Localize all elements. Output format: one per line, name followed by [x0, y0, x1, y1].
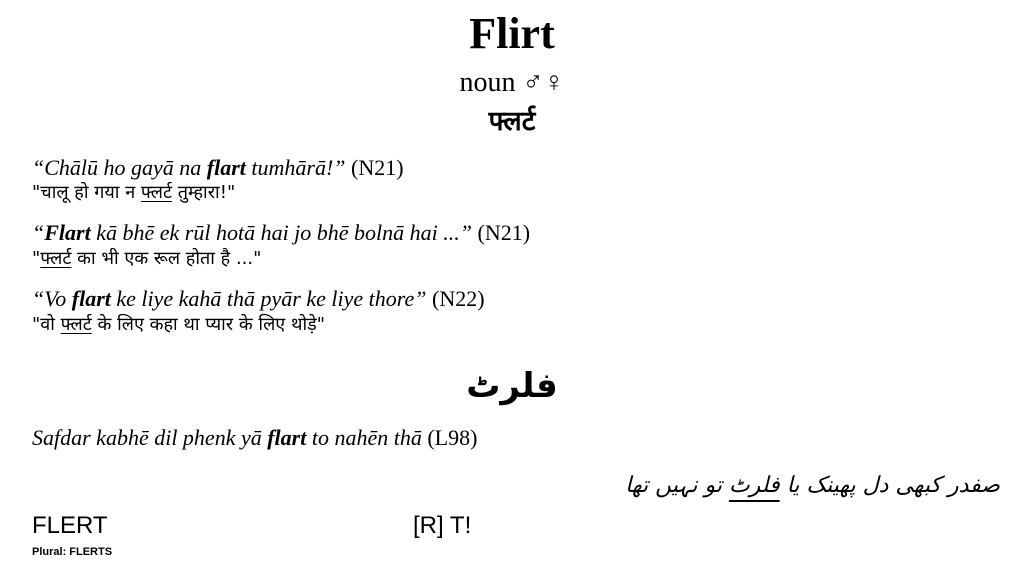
example-2-source: (N21)	[472, 220, 531, 245]
example-3-keyword: flart	[71, 286, 111, 311]
headword: Flirt	[469, 9, 555, 58]
urdu-example-transliteration: Safdar kabhē dil phenk yā flart to nahēn thā (L98)	[32, 425, 478, 450]
example-3-source: (N22)	[426, 286, 485, 311]
urdu-headword: فلرٹ	[466, 366, 558, 406]
example-1-keyword: flart	[206, 155, 246, 180]
urdu-example-source: (L98)	[421, 425, 478, 450]
example-2-devanagari: "फ्लर्ट का भी एक रूल होता है ..."	[32, 248, 262, 269]
code-plural: Plural: FLERTS	[32, 546, 113, 558]
example-1-source: (N21)	[345, 155, 404, 180]
example-3-devanagari: "वो फ्लर्ट के लिए कहा था प्यार के लिए थोड़े"	[32, 314, 326, 335]
example-1-devanagari-keyword: फ्लर्ट	[140, 182, 173, 203]
example-2-devanagari-keyword: फ्लर्ट	[40, 248, 72, 269]
example-3-devanagari-keyword: फ्लर्ट	[60, 314, 92, 335]
urdu-example-keyword: flart	[267, 425, 307, 450]
example-1-transliteration: “Chālū ho gayā na flart tumhārā!” (N21)	[32, 155, 404, 180]
code-word: FLERT	[32, 512, 108, 539]
example-1-devanagari: "चालू हो गया न फ्लर्ट तुम्हारा!"	[32, 182, 236, 203]
part-of-speech: noun ♂♀	[459, 67, 565, 98]
example-2-keyword: Flart	[44, 220, 91, 245]
urdu-script-keyword: فلرٹ	[728, 473, 780, 498]
devanagari-headword: फ्लर्ट	[488, 106, 536, 137]
example-2-transliteration: “Flart kā bhē ek rūl hotā hai jo bhē bolnā hai ...” (N21)	[32, 220, 531, 245]
urdu-script-example: صفدر کبھی دل پھینک یا فلرٹ تو نہیں تھا	[625, 473, 1000, 498]
example-3-transliteration: “Vo flart ke liye kahā thā pyār ke liye thore” (N22)	[32, 286, 485, 311]
code-tag: [R] T!	[413, 512, 472, 539]
